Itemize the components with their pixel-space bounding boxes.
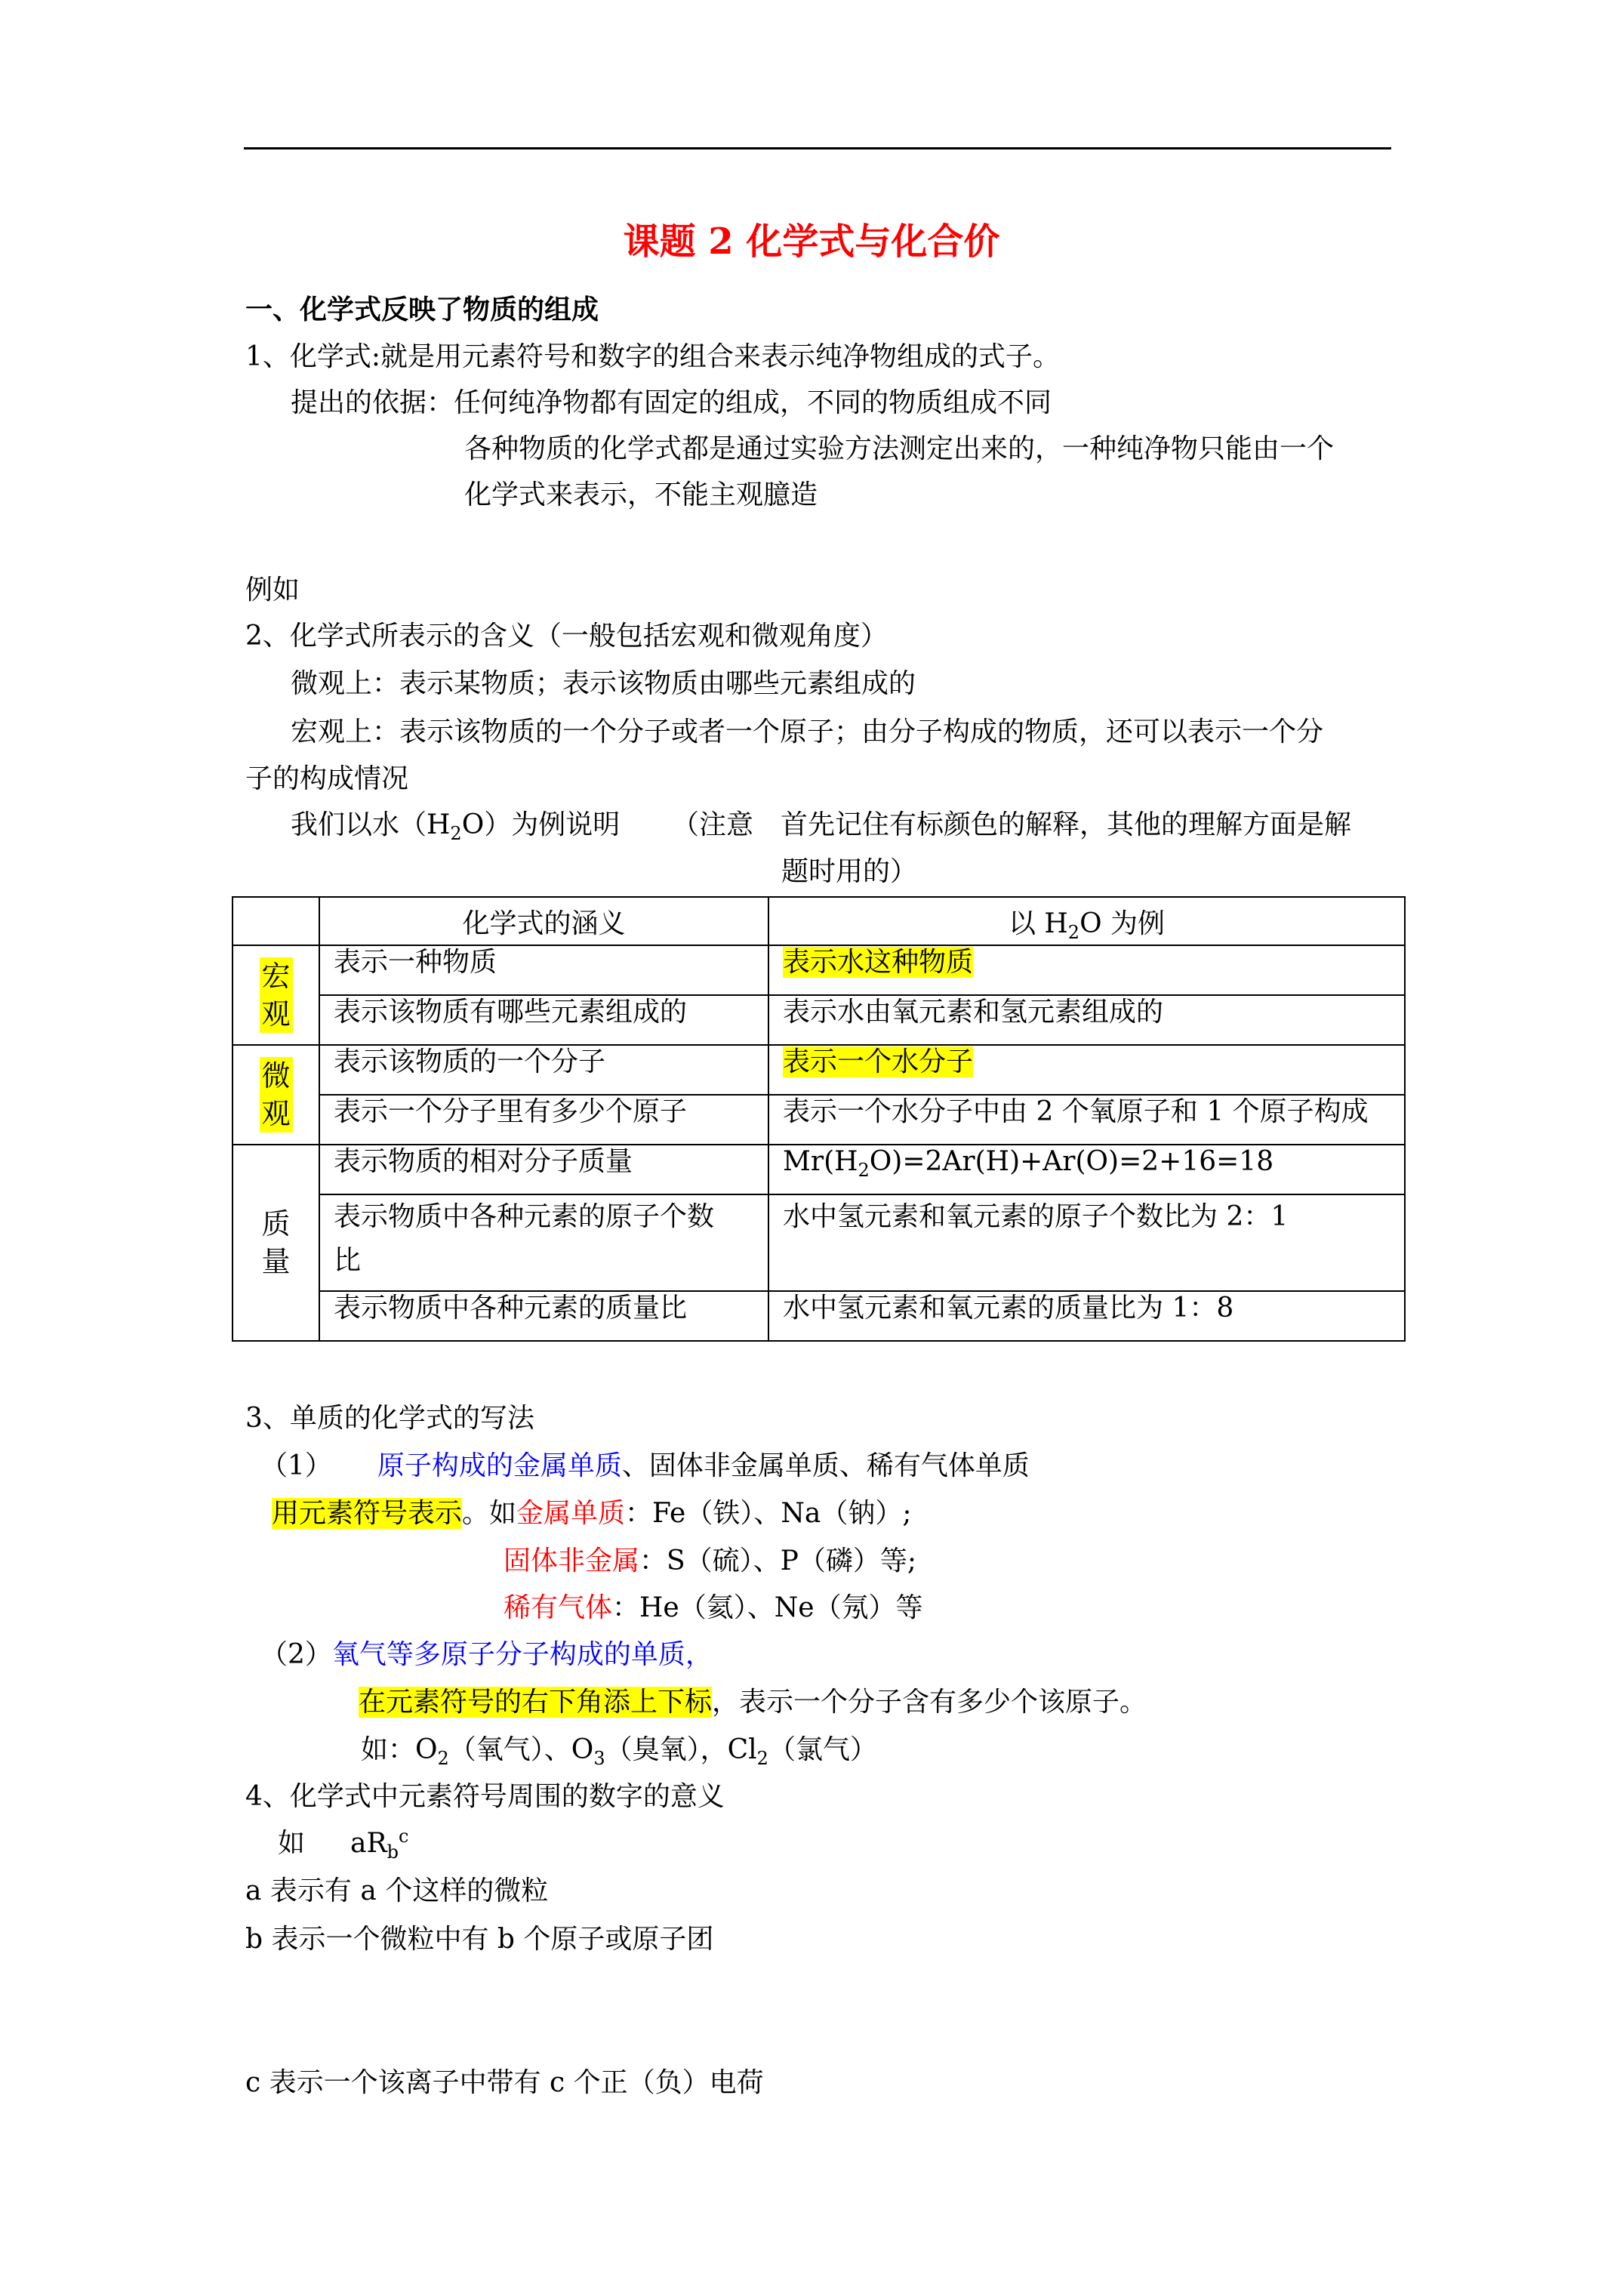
basis-line-3: 化学式来表示，不能主观臆造: [464, 479, 818, 510]
nonmetal-examples: ：S（硫）、P（磷）等;: [639, 1546, 917, 1576]
item1-number: （1）: [260, 1450, 332, 1481]
table-header-example: [768, 897, 1405, 945]
row3-meaning: 表示该物质的一个分子: [319, 1045, 768, 1095]
row2-meaning: 表示该物质有哪些元素组成的: [319, 995, 768, 1045]
row2-example: 表示水由氧元素和氢元素组成的: [768, 995, 1405, 1045]
water-intro-subscript: 2: [450, 823, 462, 845]
item1-line: [260, 1450, 1030, 1483]
formula-example-line: [278, 1826, 409, 1863]
b-meaning-line: b 表示一个微粒中有 b 个原子或原子团: [245, 1924, 714, 1955]
item2-number: （2）: [260, 1639, 332, 1670]
metal-label: 金属单质: [516, 1498, 626, 1529]
row6-meaning: 表示物质中各种元素的原子个数 比: [319, 1194, 768, 1291]
item1-highlight: 用元素符号表示: [272, 1498, 463, 1529]
a-meaning-line: a 表示有 a 个这样的微粒: [245, 1875, 549, 1906]
item2-rule-line: [359, 1686, 1147, 1719]
water-intro-text-a: 我们以水（H: [291, 809, 451, 840]
table-row: [233, 1045, 1405, 1095]
item1-blue-text: 原子构成的金属单质: [377, 1450, 622, 1481]
header-example-text-a: 以 H: [1008, 908, 1068, 939]
section4-heading: 4、化学式中元素符号周围的数字的意义: [245, 1781, 725, 1812]
item1-rule-line: [272, 1497, 911, 1530]
category-micro: 微 观: [233, 1045, 319, 1145]
formula-ru: 如: [278, 1828, 306, 1859]
section3-heading: 3、单质的化学式的写法: [245, 1403, 534, 1434]
basis-text-1: 任何纯净物都有固定的组成，不同的物质组成不同: [454, 387, 1052, 418]
row1-meaning: 表示一种物质: [319, 945, 768, 995]
section1-heading: 一、化学式反映了物质的组成: [245, 294, 599, 325]
table-row: [233, 1145, 1405, 1194]
table-row: [233, 1291, 1405, 1341]
page-title: 课题 2 化学式与化合价: [623, 220, 1000, 263]
nonmetal-line: [504, 1545, 916, 1578]
item2-example-line: 如：$O_2$（氧气）、$O_3$（臭氧），$Cl_2$（氯气）: [361, 1734, 877, 1770]
row7-example: 水中氢元素和氧元素的质量比为 1：8: [768, 1291, 1405, 1341]
row4-meaning: 表示一个分子里有多少个原子: [319, 1095, 768, 1145]
category-mass: 质 量: [233, 1145, 319, 1341]
item2-rest-text: ，表示一个分子含有多少个该原子。: [712, 1687, 1147, 1718]
table-header-blank: [233, 897, 319, 945]
header-example-subscript: 2: [1067, 921, 1080, 943]
note-line-2: 题时用的）: [781, 856, 918, 887]
formula-superscript: c: [398, 1826, 409, 1847]
table-header-row: [233, 897, 1405, 945]
table-row: [233, 1194, 1405, 1291]
nonmetal-label: 固体非金属: [504, 1546, 640, 1576]
table-row: [233, 1095, 1405, 1145]
formula-meaning-table: [232, 896, 1406, 1342]
item2-highlight: 在元素符号的右下角添上下标: [359, 1687, 713, 1718]
category-macro: 宏 观: [233, 945, 319, 1045]
metal-examples: ：Fe（铁）、Na（钠）;: [625, 1498, 912, 1529]
noble-gas-examples: ：He（氦）、Ne（氖）等: [612, 1592, 923, 1623]
item2-line: [260, 1638, 713, 1672]
header-rule: [244, 147, 1391, 149]
row1-example: 表示水这种物质: [768, 945, 1405, 995]
header-example-text-b: O 为例: [1079, 908, 1166, 939]
row5-example: $Mr(H_2O)=2Ar(H)+Ar(O)=2+16=18$: [768, 1145, 1405, 1194]
c-meaning-line: c 表示一个该离子中带有 c 个正（负）电荷: [245, 2067, 764, 2098]
example-label: 例如: [245, 575, 300, 606]
micro-line: 微观上：表示某物质；表示该物质由哪些元素组成的: [291, 668, 916, 699]
item2-blue-text: 氧气等多原子分子构成的单质，: [331, 1639, 713, 1670]
basis-line-2: 各种物质的化学式都是通过实验方法测定出来的，一种纯净物只能由一个: [464, 433, 1335, 464]
water-intro-text-b: O）为例说明: [461, 809, 621, 840]
item1-ru: 。如: [462, 1498, 517, 1529]
row4-example: 表示一个水分子中由 2 个氧原子和 1 个原子构成: [768, 1095, 1405, 1145]
table-header-meaning: 化学式的涵义: [319, 897, 768, 945]
table-row: [233, 945, 1405, 995]
noble-gas-label: 稀有气体: [504, 1592, 613, 1623]
row5-meaning: 表示物质的相对分子质量: [319, 1145, 768, 1194]
noble-gas-line: [504, 1592, 923, 1625]
formula-text: aR: [350, 1828, 387, 1859]
water-intro: [291, 809, 621, 845]
table-row: [233, 995, 1405, 1045]
macro-line-1: 宏观上：表示该物质的一个分子或者一个原子；由分子构成的物质，还可以表示一个分: [291, 717, 1324, 747]
row3-example: 表示一个水分子: [768, 1045, 1405, 1095]
meaning-heading: 2、化学式所表示的含义（一般包括宏观和微观角度）: [245, 621, 888, 652]
item1-rest-text: 、固体非金属单质、稀有气体单质: [621, 1450, 1030, 1481]
row7-meaning: 表示物质中各种元素的质量比: [319, 1291, 768, 1341]
basis-label: 提出的依据：: [291, 387, 454, 418]
row6-example: 水中氢元素和氧元素的原子个数比为 2：1: [768, 1194, 1405, 1291]
definition-line: 1、化学式:就是用元素符号和数字的组合来表示纯净物组成的式子。: [245, 341, 1061, 372]
note-line-1: （注意 首先记住有标颜色的解释，其他的理解方面是解: [672, 809, 1352, 840]
macro-line-2: 子的构成情况: [245, 763, 409, 794]
basis-line-1: [291, 387, 1052, 420]
formula-subscript: b: [387, 1841, 399, 1863]
